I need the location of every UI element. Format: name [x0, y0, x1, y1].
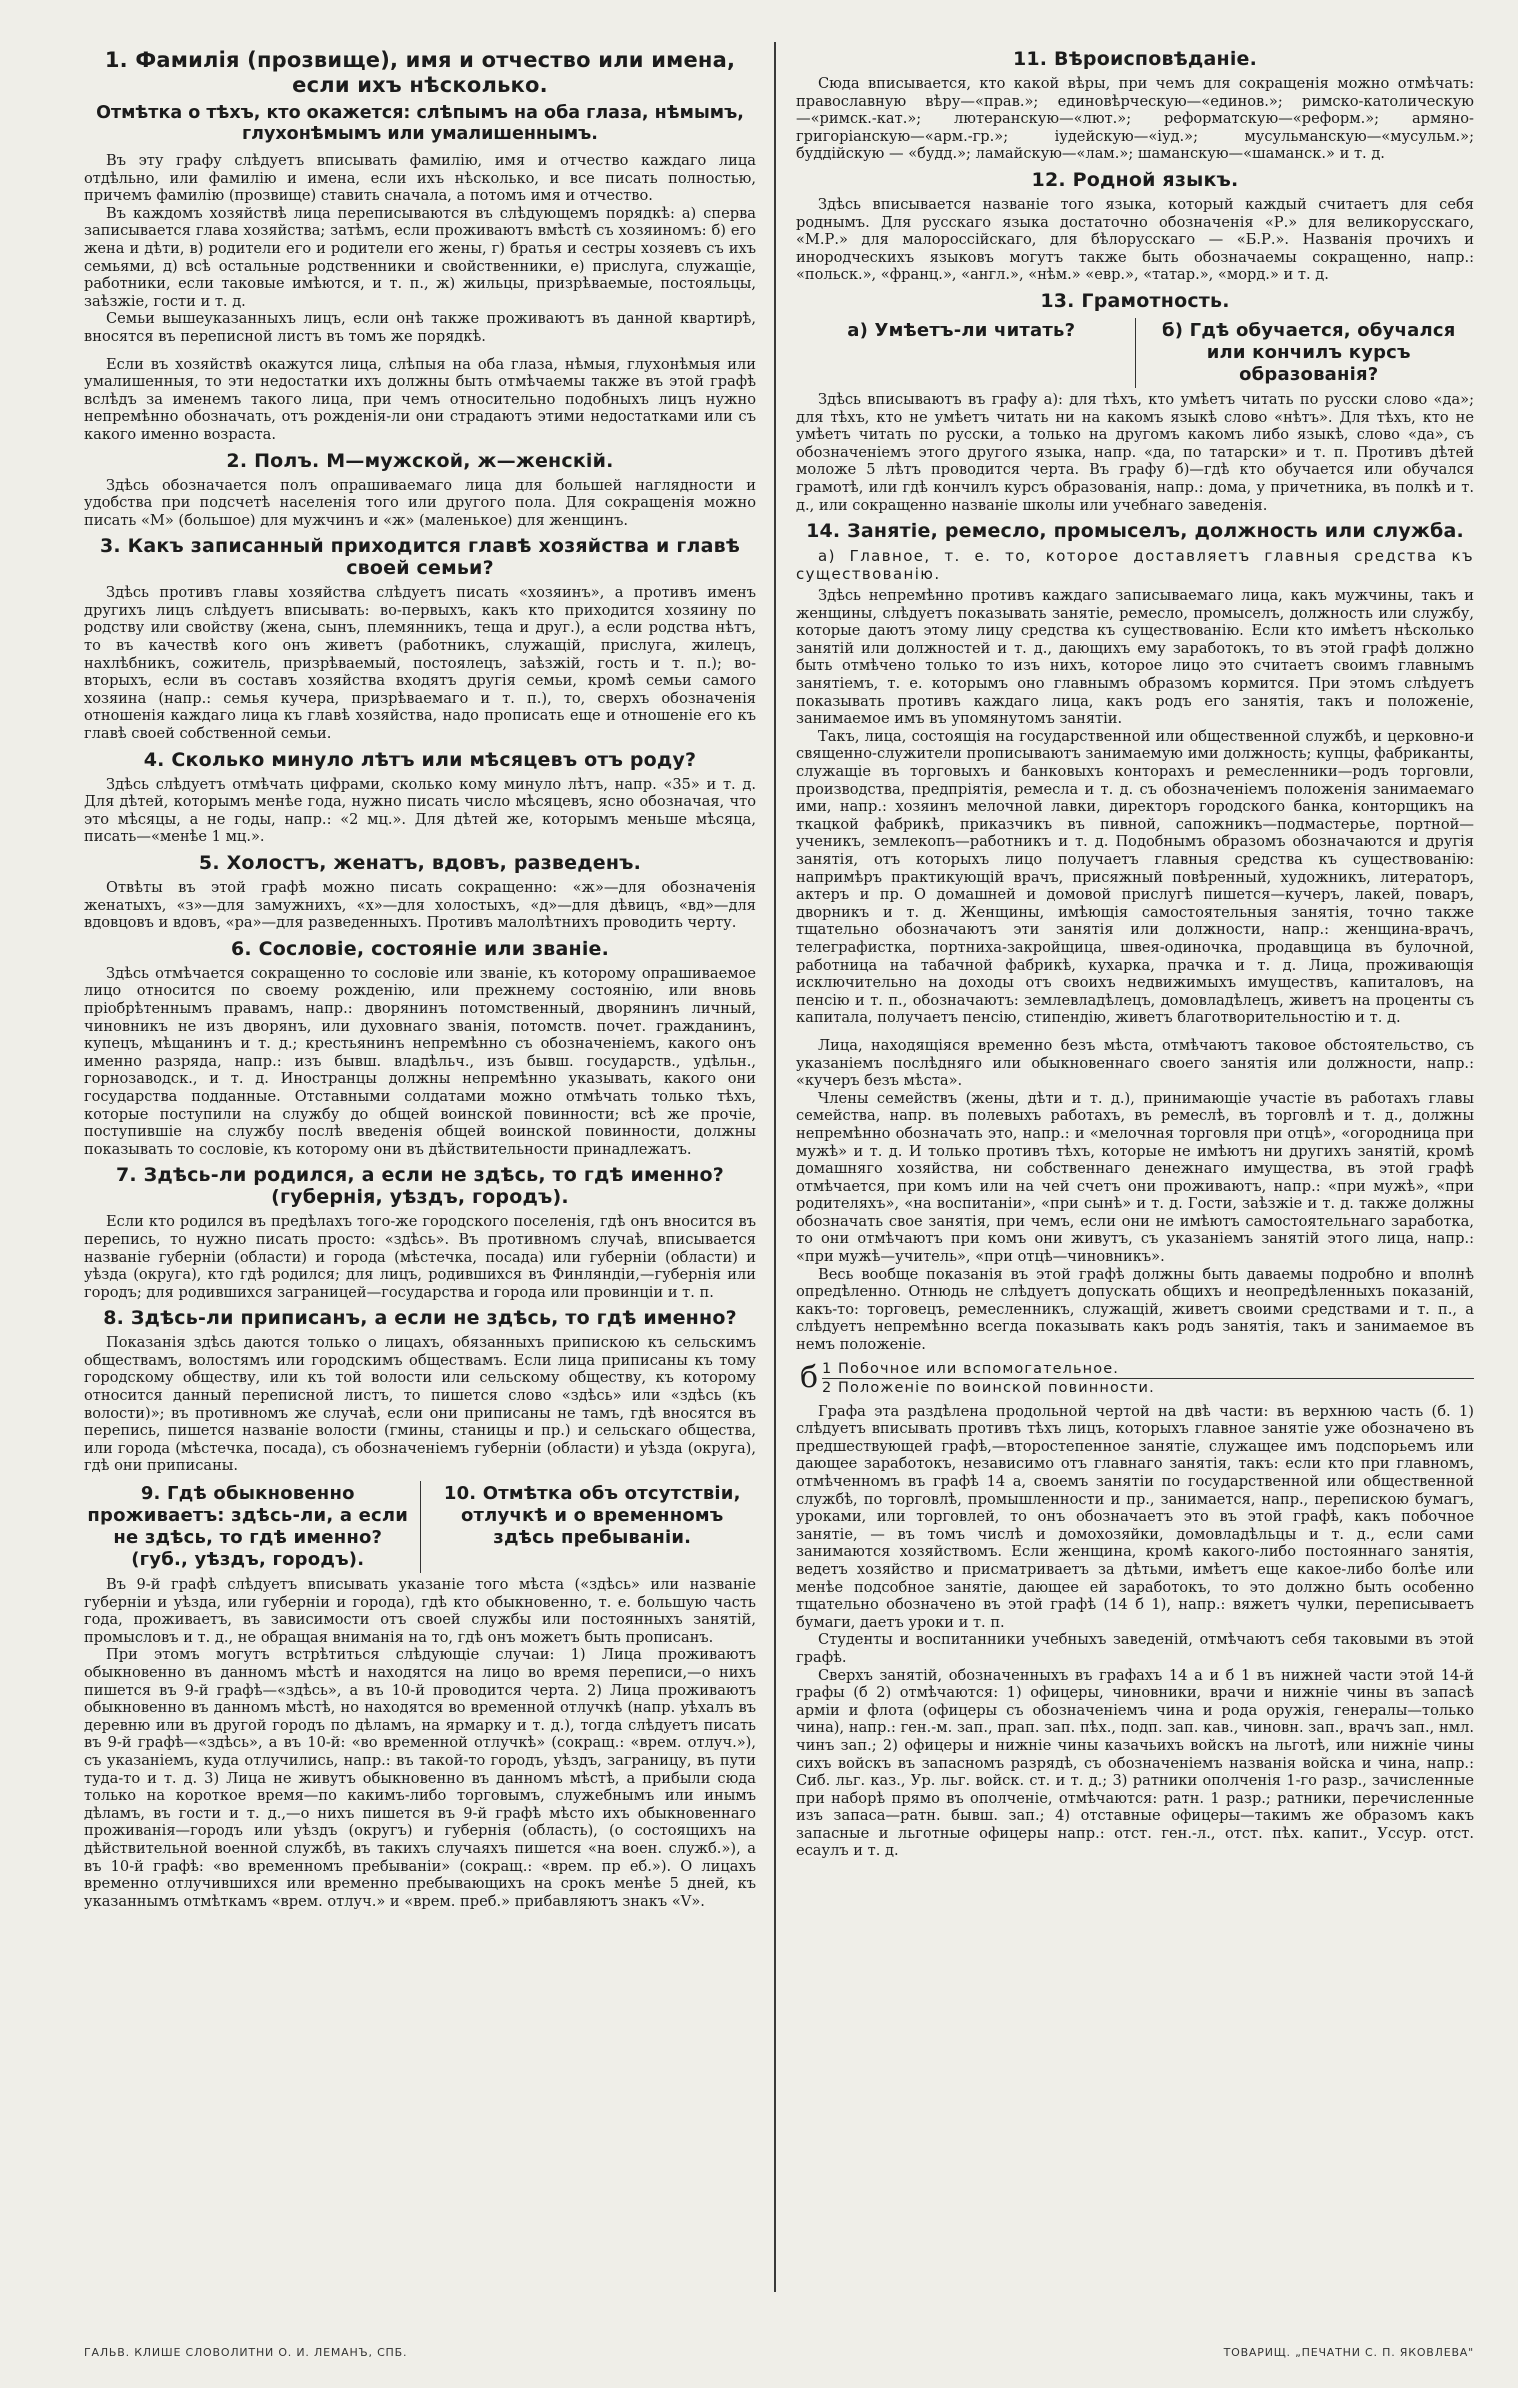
- section-14-paragraph-3: Лица, находящіяся временно безъ мѣста, отмѣчаютъ таковое обстоятельство, съ указаніемъ послѣдняго или обыкновеннаго своего занятія или должности, напр.: «кучеръ безъ мѣста».: [796, 1036, 1474, 1090]
- section-13-title: 13. Грамотность.: [1040, 289, 1230, 312]
- section-1-note: Отмѣтка о тѣхъ, кто окажется: слѣпымъ на оба глаза, нѣмымъ, глухонѣмымъ или умалишеннымъ.: [96, 103, 744, 144]
- section-9-paragraph-2: При этомъ могутъ встрѣтиться слѣдующіе случаи: 1) Лица проживаютъ обыкновенно въ данномъ мѣстѣ и находятся на лицо во время переписи,—о нихъ пишется въ 9-й графѣ—«здѣсь», а въ 10-й проводится черта. 2) Лица проживаютъ обыкновенно въ данномъ мѣстѣ, но находятся во временной отлучкѣ (напр. уѣхалъ въ деревню или въ другой городъ по дѣламъ, на ярмарку и т. д.), тогда слѣдуетъ писать въ 9-й графѣ—«здѣсь», а въ 10-й: «во временной отлучкѣ» (сокращ.: «врем. отлуч.»), съ указаніемъ, куда отлучились, напр.: въ такой-то городъ, уѣздъ, заграницу, въ пути туда-то и т. д. 3) Лица не живутъ обыкновенно въ данномъ мѣстѣ, а прибыли сюда только на короткое время—по какимъ-либо торговымъ, служебнымъ или инымъ дѣламъ, въ гости и т. д.,—о нихъ пишется въ 9-й графѣ мѣсто ихъ обыкновеннаго проживанія—городъ или уѣздъ (округъ) и губернія (область), (о состоящихъ на дѣйствительной военной службѣ, въ такихъ случаяхъ пишется «на воен. служб.»), а въ 10-й графѣ: «во временномъ пребываніи» (сокращ.: «врем. пр еб.»). О лицахъ временно отлучившихся или временно пребывающихъ на срокъ менѣе 5 дней, къ указаннымъ отмѣткамъ «врем. отлуч.» и «врем. преб.» прибавляютъ знакъ «V».: [84, 1646, 756, 1910]
- section-14b-line-2: 2 Положеніе по воинской повинности.: [822, 1379, 1155, 1396]
- section-2-title: 2. Полъ. М—мужской, ж—женскій.: [226, 449, 614, 472]
- section-3-paragraph-1: Здѣсь противъ главы хозяйства слѣдуетъ писать «хозяинъ», а противъ именъ другихъ лицъ слѣдуетъ вписывать: во-первыхъ, какъ кто приходится хозяину по родству или свойству (жена, сынъ, племянникъ, теща и друг.), а если родства нѣтъ, то въ качествѣ кого онъ живетъ (работникъ, служащій, прислуга, жилецъ, нахлѣбникъ, сожитель, призрѣваемый, постоялецъ, заѣзжій, гость и т. п.); во-вторыхъ, если въ составъ хозяйства входятъ другія семьи, кромѣ семьи самого хозяина (напр.: семья кучера, призрѣваемаго и т. п.), то, сверхъ обозначенія отношенія каждаго лица къ главѣ хозяйства, надо прописать еще и отношеніе его къ главѣ своей собственной семьи.: [84, 584, 756, 743]
- section-14-paragraph-8: Сверхъ занятій, обозначенныхъ въ графахъ 14 а и б 1 въ нижней части этой 14-й графы (б 2) отмѣчаются: 1) офицеры, чиновники, врачи и нижніе чины въ запасѣ арміи и флота (офицеры съ обозначеніемъ чина и рода оружія, генералы—только чина), напр.: ген.-м. зап., прап. зап. пѣх., подп. зап. кав., чиновн. зап., врачъ зап., нмл. чинъ зап.; 2) офицеры и нижніе чины казачьихъ войскъ на льготѣ, или нижніе чины сихъ войскъ въ запасномъ разрядѣ, съ обозначеніемъ названія войска и чина, напр.: Сиб. льг. каз., Ур. льг. войск. ст. и т. д.; 3) ратники ополченія 1-го разр., зачисленные при наборѣ прямо въ ополченіе, отмѣчаются: ратн. 1 разр.; ратники, перечисленные изъ запаса—ратн. бывш. зап.; 4) отставные офицеры—такимъ же образомъ какъ запасные и льготные офицеры напр.: отст. ген.-л., отст. пѣх. капит., Уссур. отст. есаулъ и т. д.: [796, 1666, 1474, 1860]
- section-12-title: 12. Родной языкъ.: [1031, 168, 1239, 191]
- section-14-paragraph-7: Студенты и воспитанники учебныхъ заведеній, отмѣчаютъ себя таковыми въ этой графѣ.: [796, 1631, 1474, 1666]
- section-6-paragraph-1: Здѣсь отмѣчается сокращенно то сословіе или званіе, къ которому опрашиваемое лицо относится по своему рожденію, или прежнему состоянію, или вновь пріобрѣтеннымъ правамъ, напр.: дворянинъ потомственный, дворянинъ личный, чиновникъ не изъ дворянъ, или духовнаго званія, потомств. почет. гражданинъ, купецъ, мѣщанинъ и т. д.; крестьянинъ непремѣнно съ обозначеніемъ, какого онъ именно разряда, напр.: изъ бывш. владѣльч., изъ бывш. государств., удѣльн., горнозаводск., и т. д. Иностранцы должны непремѣнно указывать, какого они государства подданные. Отставными солдатами можно отмѣчать только тѣхъ, которые поступили на службу до общей воинской повинности; всѣ же прочіе, поступившіе на службу послѣ введенія общей воинской повинности, должны показывать то сословіе, къ которому они въ дѣйствительности принадлежатъ.: [84, 964, 756, 1158]
- section-1-title: 1. Фамилія (прозвище), имя и отчество или имена, если ихъ нѣсколько.: [104, 48, 736, 97]
- footer-printer-right: ТОВАРИЩ. „ПЕЧАТНИ С. П. ЯКОВЛЕВА": [1223, 2346, 1474, 2359]
- section-9-paragraph-1: Въ 9-й графѣ слѣдуетъ вписывать указаніе того мѣста («здѣсь» или названіе губерніи и уѣзда, или губерніи и города), гдѣ кто обыкновенно, т. е. большую часть года, проживаетъ, въ зависимости отъ своей службы или постоянныхъ занятій, промысловъ и т. д., не обращая вниманія на то, гдѣ онъ можетъ быть прописанъ.: [84, 1576, 756, 1646]
- right-column: [776, 42, 1474, 2292]
- section-7-title: 7. Здѣсь-ли родился, а если не здѣсь, то гдѣ именно? (губернія, уѣздъ, городъ).: [116, 1164, 724, 1209]
- section-11-title: 11. Вѣроисповѣданіе.: [1012, 48, 1258, 70]
- section-9-title: 9. Гдѣ обыкновенно проживаетъ: здѣсь-ли, а если не здѣсь, то гдѣ именно? (губ., уѣздъ, городъ).: [87, 1483, 409, 1571]
- page-footer: [84, 2346, 1474, 2359]
- section-13-header: [796, 318, 1474, 388]
- section-14b-header: [796, 1360, 1474, 1397]
- section-14-paragraph-4: Члены семействъ (жены, дѣти и т. д.), принимающіе участіе въ работахъ главы семейства, напр. въ полевыхъ работахъ, въ ремеслѣ, въ торговлѣ и т. д., должны непремѣнно обозначать это, напр.: и «мелочная торговля при отцѣ», «огородница при мужѣ» и т. д. И только противъ тѣхъ, которые не имѣютъ ни другихъ занятій, кромѣ домашняго хозяйства, ни собственнаго денежнаго имущества, въ этой графѣ отмѣчается, при комъ или на чей счетъ они проживаютъ, напр.: «при мужѣ», «при родителяхъ», «на воспитаніи», «при сынѣ» и т. д. Гости, заѣзжіе и т. д. также должны обозначать свое занятія, при чемъ, если они не имѣютъ самостоятельнаго заработка, то они отмѣчаютъ при комъ они живутъ, съ указаніемъ занятій этого лица, напр.: «при мужѣ—учитель», «при отцѣ—чиновникъ».: [796, 1089, 1474, 1266]
- section-6-title: 6. Сословіе, состояніе или званіе.: [230, 937, 610, 960]
- section-14-paragraph-5: Весь вообще показанія въ этой графѣ должны быть даваемы подробно и вполнѣ опредѣленно. Отнюдь не слѣдуетъ допускать общихъ и неопредѣленныхъ показаній, какъ-то: торговецъ, ремесленникъ, служащій, живетъ своими средствами и т. п., а слѣдуетъ непремѣнно всегда показывать какъ родъ занятія, такъ и занимаемое въ немъ положеніе.: [796, 1265, 1474, 1354]
- section-8-paragraph-1: Показанія здѣсь даются только о лицахъ, обязанныхъ припискою къ сельскимъ обществамъ, волостямъ или городскимъ обществамъ. Если лица приписаны къ тому городскому обществу, или къ той волости или сельскому обществу, къ которому относится данный переписной листъ, то пишется слово «здѣсь» или «здѣсь (къ волости)»; въ противномъ же случаѣ, если они приписаны не тамъ, гдѣ вносятся въ перепись, пишется названіе волости (гмины, станицы и пр.) и сельскаго общества, или города (мѣстечка, посада), съ обозначеніемъ губерніи (области) и уѣзда (округа), гдѣ они приписаны.: [84, 1334, 756, 1475]
- section-1-paragraph-1: Въ эту графу слѣдуетъ вписывать фамилію, имя и отчество каждаго лица отдѣльно, или фамилію и имена, если ихъ нѣсколько, и все писать полностью, причемъ фамилію (прозвище) ставить сначала, а потомъ имя и отчество.: [84, 152, 756, 205]
- section-9-10-header: [84, 1481, 756, 1573]
- section-7-paragraph-1: Если кто родился въ предѣлахъ того-же городского поселенія, гдѣ онъ вносится въ перепись, то нужно писать просто: «здѣсь». Въ противномъ случаѣ, вписывается названіе губерніи (области) и города (мѣстечка, посада) или губерніи (области) и уѣзда (округа), кто гдѣ родился; для лицъ, родившихся въ Финляндіи,—губернія или городъ; для родившихся заграницей—государства и города или провинціи и т. п.: [84, 1213, 756, 1301]
- section-13-paragraph-1: Здѣсь вписываютъ въ графу а): для тѣхъ, кто умѣетъ читать по русски слово «да»; для тѣхъ, кто не умѣетъ читать ни на какомъ языкѣ слово «нѣтъ». Для тѣхъ, кто не умѣетъ читать по русски, а только на другомъ какомъ либо языкѣ, слово «да», съ обозначеніемъ этого другого языка, напр. «да, по татарски» и т. п. Противъ дѣтей моложе 5 лѣтъ проводится черта. Въ графу б)—гдѣ кто обучается или обучался грамотѣ, или гдѣ кончилъ курсъ образованія, напр.: дома, у причетника, въ полкѣ и т. д., или сокращенно названіе школы или учебнаго заведенія.: [796, 390, 1474, 514]
- section-4-title: 4. Сколько минуло лѣтъ или мѣсяцевъ отъ роду?: [143, 748, 697, 771]
- section-14b-label: б: [799, 1360, 819, 1396]
- section-2-paragraph-1: Здѣсь обозначается полъ опрашиваемаго лица для большей наглядности и удобства при подсчетѣ населенія того или другого пола. Для сокращенія можно писать «М» (большое) для мужчинъ и «ж» (маленькое) для женщинъ.: [84, 476, 756, 529]
- left-column: [84, 42, 774, 2292]
- section-11-paragraph-1: Сюда вписывается, кто какой вѣры, при чемъ для сокращенія можно отмѣчать: православную вѣру—«прав.»; единовѣрческую—«единов.»; римско-католическую—«римск.-кат.»; лютеранскую—«лют.»; реформатскую—«реформ.»; армяно-григоріанскую—«арм.-гр.»; іудейскую—«іуд.»; мусульманскую—«мусульм.»; буддійскую — «будд.»; ламайскую—«лам.»; шаманскую—«шаманск.» и т. д.: [796, 75, 1474, 163]
- section-8-title: 8. Здѣсь-ли приписанъ, а если не здѣсь, то гдѣ именно?: [103, 1307, 737, 1330]
- two-column-body: [84, 42, 1474, 2292]
- section-14-paragraph-6: Графа эта раздѣлена продольной чертой на двѣ части: въ верхнюю часть (б. 1) слѣдуетъ вписывать противъ тѣхъ лицъ, которыхъ главное занятіе уже обозначено въ предшествующей графѣ,—второстепенное занятіе, служащее имъ подспорьемъ или дающее заработокъ, независимо отъ главнаго занятія, такъ: если кто при главномъ, отмѣченномъ въ графѣ 14 а, своемъ занятіи по государственной или общественной службѣ, по торговлѣ, промышленности и пр., занимается, напр., перепискою бумагъ, уроками, или торговлей, то онъ обозначаетъ это въ этой графѣ, какъ побочное занятіе, — въ томъ числѣ и домохозяйки, домовладѣльцы и т. д., если сами занимаются хозяйствомъ. Если женщина, кромѣ какого-либо постояннаго занятія, ведетъ хозяйство и присматриваетъ за дѣтьми, имѣетъ еще какое-либо болѣе или менѣе подсобное занятіе, дающее ей заработокъ, то это должно быть особенно тщательно обозначено въ этой графѣ (14 б 1), напр.: вяжетъ чулки, переписываетъ бумаги, даетъ уроки и т. п.: [796, 1402, 1474, 1631]
- section-1-paragraph-3: Семьи вышеуказанныхъ лицъ, если онѣ также проживаютъ въ данной квартирѣ, вносятся въ переписной листъ въ томъ же порядкѣ.: [84, 310, 756, 345]
- section-14-title: 14. Занятіе, ремесло, промыселъ, должность или служба.: [806, 520, 1464, 543]
- section-10-title: 10. Отмѣтка объ отсутствіи, отлучкѣ и о временномъ здѣсь пребываніи.: [443, 1483, 741, 1549]
- footer-printer-left: ГАЛЬВ. КЛИШЕ СЛОВОЛИТНИ О. И. ЛЕМАНЪ, СПБ.: [84, 2346, 408, 2359]
- section-5-paragraph-1: Отвѣты въ этой графѣ можно писать сокращенно: «ж»—для обозначенія женатыхъ, «з»—для замужнихъ, «х»—для холостыхъ, «д»—для дѣвицъ, «вд»—для вдовцовъ и вдовъ, «ра»—для разведенныхъ. Противъ малолѣтнихъ проводить черту.: [84, 879, 756, 932]
- section-12-paragraph-1: Здѣсь вписывается названіе того языка, который каждый считаетъ для себя роднымъ. Для русскаго языка достаточно обозначенія «Р.» для великорусскаго, «М.Р.» для малороссійскаго, для бѣлорусскаго — «Б.Р.». Названія прочихъ и инородческихъ языковъ могутъ также быть обозначаемы сокращенно, напр.: «польск.», «франц.», «англ.», «нѣм.» «евр.», «татар.», «морд.» и т. д.: [796, 195, 1474, 284]
- section-13b-title: б) Гдѣ обучается, обучался или кончилъ курсъ образованія?: [1161, 319, 1456, 385]
- section-14a-subtitle: а) Главное, т. е. то, которое доставляетъ главныя средства къ существованію.: [796, 547, 1474, 584]
- section-4-paragraph-1: Здѣсь слѣдуетъ отмѣчать цифрами, сколько кому минуло лѣтъ, напр. «35» и т. д. Для дѣтей, которымъ менѣе года, нужно писать число мѣсяцевъ, ясно обозначая, что это мѣсяцы, а не годы, напр.: «2 мц.». Для дѣтей же, которымъ меньше мѣсяца, писать—«менѣе 1 мц.».: [84, 775, 756, 846]
- section-14b-line-1: 1 Побочное или вспомогательное.: [822, 1360, 1474, 1379]
- section-14-paragraph-2: Такъ, лица, состоящія на государственной или общественной службѣ, и церковно-и священно-служители прописываютъ занимаемую ими должность; купцы, фабриканты, служащіе въ торговыхъ и банковыхъ конторахъ и ремесленники—родъ торговли, производства, предпріятія, ремесла и т. д. съ обозначеніемъ положенія занимаемаго ими, напр.: хозяинъ мелочной лавки, директоръ городского банка, конторщикъ на ткацкой фабрикѣ, приказчикъ въ пивной, сапожникъ—подмастерье, портной—ученикъ, землекопъ—работникъ и т. д. Подобнымъ образомъ обозначаются и другія занятія, отъ которыхъ лицо получаетъ главныя средства къ существованію: напримѣръ практикующій врачъ, присяжный повѣренный, художникъ, литераторъ, актеръ и пр. О домашней и домовой прислугѣ пишется—кучеръ, лакей, поваръ, дворникъ и т. д. Женщины, имѣющія самостоятельныя занятія, точно также тщательно обозначаютъ эти занятія или должности, напр.: женщина-врачъ, телеграфистка, портниха-закройщица, швея-одиночка, продавщица въ булочной, работница на табачной фабрикѣ, кухарка, прачка и т. д. Лица, проживающія исключительно на доходы отъ своихъ недвижимыхъ имуществъ, капиталовъ, на пенсію и т. п., обозначаютъ: землевладѣлецъ, домовладѣлецъ, живетъ на проценты съ капитала, получаетъ пенсію, стипендію, живетъ благотворительностію и т. д.: [796, 727, 1474, 1027]
- section-5-title: 5. Холостъ, женатъ, вдовъ, разведенъ.: [198, 852, 642, 874]
- section-1-paragraph-2: Въ каждомъ хозяйствѣ лица переписываются въ слѣдующемъ порядкѣ: а) сперва записывается глава хозяйства; затѣмъ, если проживаютъ вмѣстѣ съ хозяиномъ: б) его жена и дѣти, в) родители его и родители его жены, г) братья и сестры хозяевъ съ ихъ семьями, д) всѣ остальные родственники и свойственники, е) прислуга, служащіе, работники, если таковые имѣются, и т. п., ж) жильцы, призрѣваемые, постояльцы, заѣзжіе, гости и т. д.: [84, 204, 756, 310]
- section-1-paragraph-4: Если въ хозяйствѣ окажутся лица, слѣпыя на оба глаза, нѣмыя, глухонѣмыя или умалишенныя, то эти недостатки ихъ должны быть отмѣчаемы также въ этой графѣ вслѣдъ за именемъ такого лица, при чемъ относительно подобныхъ лицъ нужно непремѣнно обозначать, отъ рожденія-ли они страдаютъ этими недостатками или съ какого именно возраста.: [84, 355, 756, 443]
- section-13a-title: а) Умѣетъ-ли читать?: [847, 319, 1076, 341]
- section-14-paragraph-1: Здѣсь непремѣнно противъ каждаго записываемаго лица, какъ мужчины, такъ и женщины, слѣдуетъ показывать занятіе, ремесло, промыселъ, должность или службу, которые даютъ этому лицу средства къ существованію. Если кто имѣетъ нѣсколько занятій или должностей и т. д., дающихъ ему заработокъ, то въ этой графѣ должно быть отмѣчено только то изъ нихъ, которое лицо это считаетъ своимъ главнымъ занятіемъ, т. е. которымъ оно главнымъ образомъ кормится. При этомъ слѣдуетъ показывать противъ каждаго лица, какъ родъ его занятія, такъ и положеніе, занимаемое имъ въ упомянутомъ занятіи.: [796, 587, 1474, 728]
- section-3-title: 3. Какъ записанный приходится главѣ хозяйства и главѣ своей семьи?: [99, 535, 741, 580]
